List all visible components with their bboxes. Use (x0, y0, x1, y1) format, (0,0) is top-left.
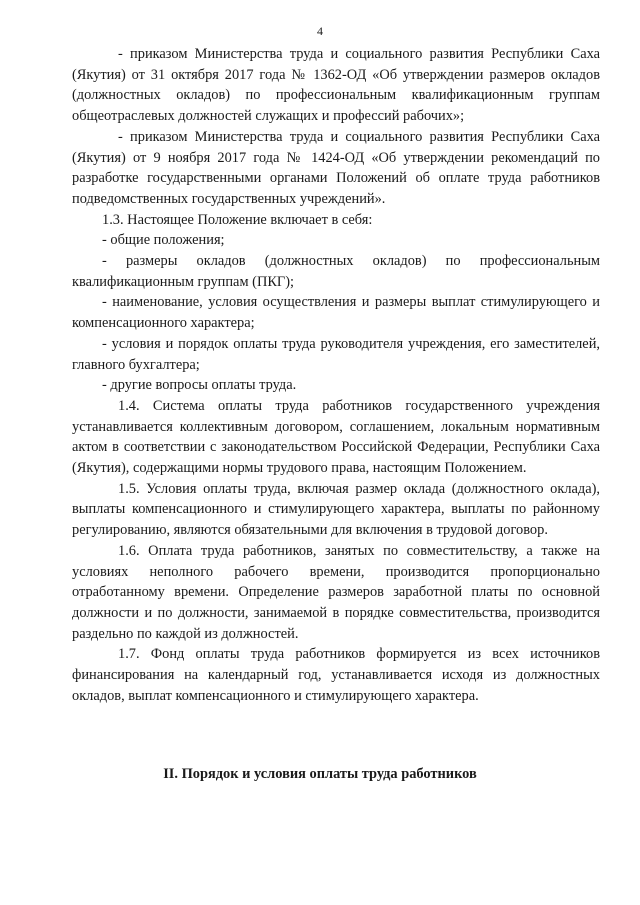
paragraph-order-1362: - приказом Министерства труда и социального развития Республики Саха (Якутия) от 31 октября 2017 года № 1362-ОД «Об утверждении размеров окладов (должностных окладов) по профессиональным квалификационным группам общеотраслевых должностей служащих и профессий рабочих»; (72, 46, 600, 125)
list-item-other-questions: - другие вопросы оплаты труда. (102, 377, 297, 394)
list-item-payment-conditions: - наименование, условия осуществления и размеры выплат стимулирующего и компенсационного характера; (72, 294, 600, 332)
document-body (72, 44, 600, 707)
paragraph-1-5: 1.5. Условия оплаты труда, включая размер оклада (должностного оклада), выплаты компенсационного и стимулирующего характера, выплаты по районному регулированию, являются обязательными для включения в трудовой договор. (72, 480, 600, 539)
page-number: 4 (317, 24, 323, 38)
list-item-director-pay: - условия и порядок оплаты труда руководителя учреждения, его заместителей, главного бухгалтера; (72, 335, 600, 373)
paragraph-order-1424: - приказом Министерства труда и социального развития Республики Саха (Якутия) от 9 ноября 2017 года № 1424-ОД «Об утверждении рекомендаций по разработке государственными органами Положений об оплате труда работников подведомственных государственных учреждений». (72, 128, 600, 207)
paragraph-1-6: 1.6. Оплата труда работников, занятых по совместительству, а также на условиях неполного рабочего времени, производится пропорционально отработанному времени. Определение размеров заработной платы по основной должности и по должности, занимаемой в порядке совместительства, производится раздельно по каждой из должностей. (72, 542, 600, 642)
list-item-general-provisions: - общие положения; (102, 232, 225, 249)
list-item-salary-sizes: - размеры окладов (должностных окладов) по профессиональным квалификационным группам (ПКГ); (72, 253, 600, 290)
paragraph-1-7: 1.7. Фонд оплаты труда работников формируется из всех источников финансирования на календарный год, устанавливается исходя из должностных окладов, выплат компенсационного и стимулирующего характера. (72, 646, 600, 704)
section-heading: II. Порядок и условия оплаты труда работников (163, 766, 477, 782)
paragraph-1-4: 1.4. Система оплаты труда работников государственного учреждения устанавливается коллективным договором, соглашением, локальным нормативным актом в соответствии с законодательством Российской Федерации, Республики Саха (Якутия), содержащими нормы трудового права, настоящим Положением. (72, 397, 600, 477)
paragraph-1-3-intro: 1.3. Настоящее Положение включает в себя: (102, 211, 373, 228)
